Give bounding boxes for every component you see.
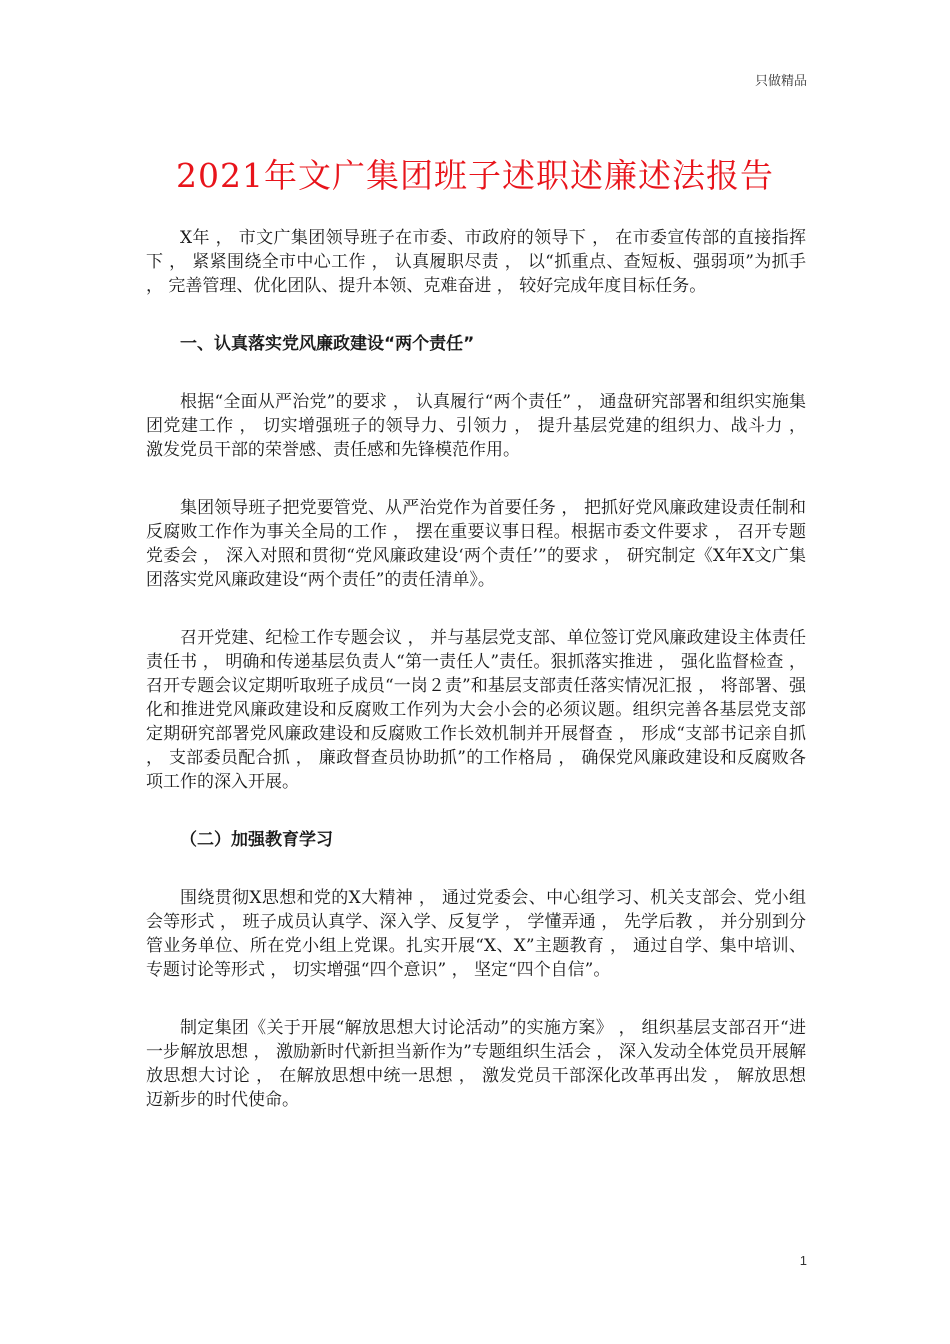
section-heading-2: （二）加强教育学习 xyxy=(180,830,333,850)
paragraph-discussion: 制定集团《关于开展“解放思想大讨论活动”的实施方案》 ， 组织基层支部召开“进一步解放思想 ， 激励新时代新担当新作为”专题组织生活会 ， 深入发动全体党员开展解放思想大讨论 ， 在解放思想中统一思想 ， 激发党员干部深化改革再出发 ， 解放思想迈新步的时代使命。 xyxy=(146,1018,806,1110)
paragraph-responsibility: 根据“全面从严治党”的要求 ， 认真履行“两个责任” ， 通盘研究部署和组织实施集团党建工作 ， 切实增强班子的领导力、引领力 ， 提升基层党建的组织力、战斗力 ， 激发党员干部的荣誉感、责任感和先锋模范作用。 xyxy=(146,392,806,460)
section-heading-1: 一、认真落实党风廉政建设“两个责任” xyxy=(180,334,475,354)
paragraph-leadership: 集团领导班子把党要管党、从严治党作为首要任务 ， 把抓好党风廉政建设责任制和反腐败工作作为事关全局的工作 ， 摆在重要议事日程。根据市委文件要求 ， 召开专题党委会 ， 深入对照和贯彻“党风廉政建设‘两个责任’”的要求 ， 研究制定《X年X文广集团落实党风廉政建设“两个责任”的责任清单》。 xyxy=(146,498,806,590)
page-number: 1 xyxy=(799,1253,807,1268)
paragraph-study: 围绕贯彻X思想和党的X大精神 ， 通过党委会、中心组学习、机关支部会、党小组会等形式 ， 班子成员认真学、深入学、反复学 ， 学懂弄通 ， 先学后教 ， 并分别到分管业务单位、所在党小组上党课。扎实开展“X、X”主题教育 ， 通过自学、集中培训、专题讨论等形式 ， 切实增强“四个意识” ， 坚定“四个自信”。 xyxy=(146,888,806,980)
paragraph-meetings: 召开党建、纪检工作专题会议 ， 并与基层党支部、单位签订党风廉政建设主体责任责任书 ， 明确和传递基层负责人“第一责任人”责任。狠抓落实推进 ， 强化监督检查 ， 召开专题会议定期听取班子成员“一岗２责”和基层支部责任落实情况汇报 ， 将部署、强化和推进党风廉政建设和反腐败工作列为大会小会的必须议题。组织完善各基层党支部定期研究部署党风廉政建设和反腐败工作长效机制并开展督查 ， 形成“支部书记亲自抓 ， 支部委员配合抓 ， 廉政督查员协助抓”的工作格局 ， 确保党风廉政建设和反腐败各项工作的深入开展。 xyxy=(146,628,806,792)
header-mark: 只做精品 xyxy=(754,74,807,89)
document-body xyxy=(146,226,806,1112)
paragraph-intro: X年 ， 市文广集团领导班子在市委、市政府的领导下 ， 在市委宣传部的直接指挥下 ， 紧紧围绕全市中心工作 ， 认真履职尽责 ， 以“抓重点、查短板、强弱项”为抓手 ， 完善管理、优化团队、提升本领、克难奋进 ， 较好完成年度目标任务。 xyxy=(146,228,806,296)
document-title: 2021年文广集团班子述职述廉述法报告 xyxy=(176,156,774,195)
